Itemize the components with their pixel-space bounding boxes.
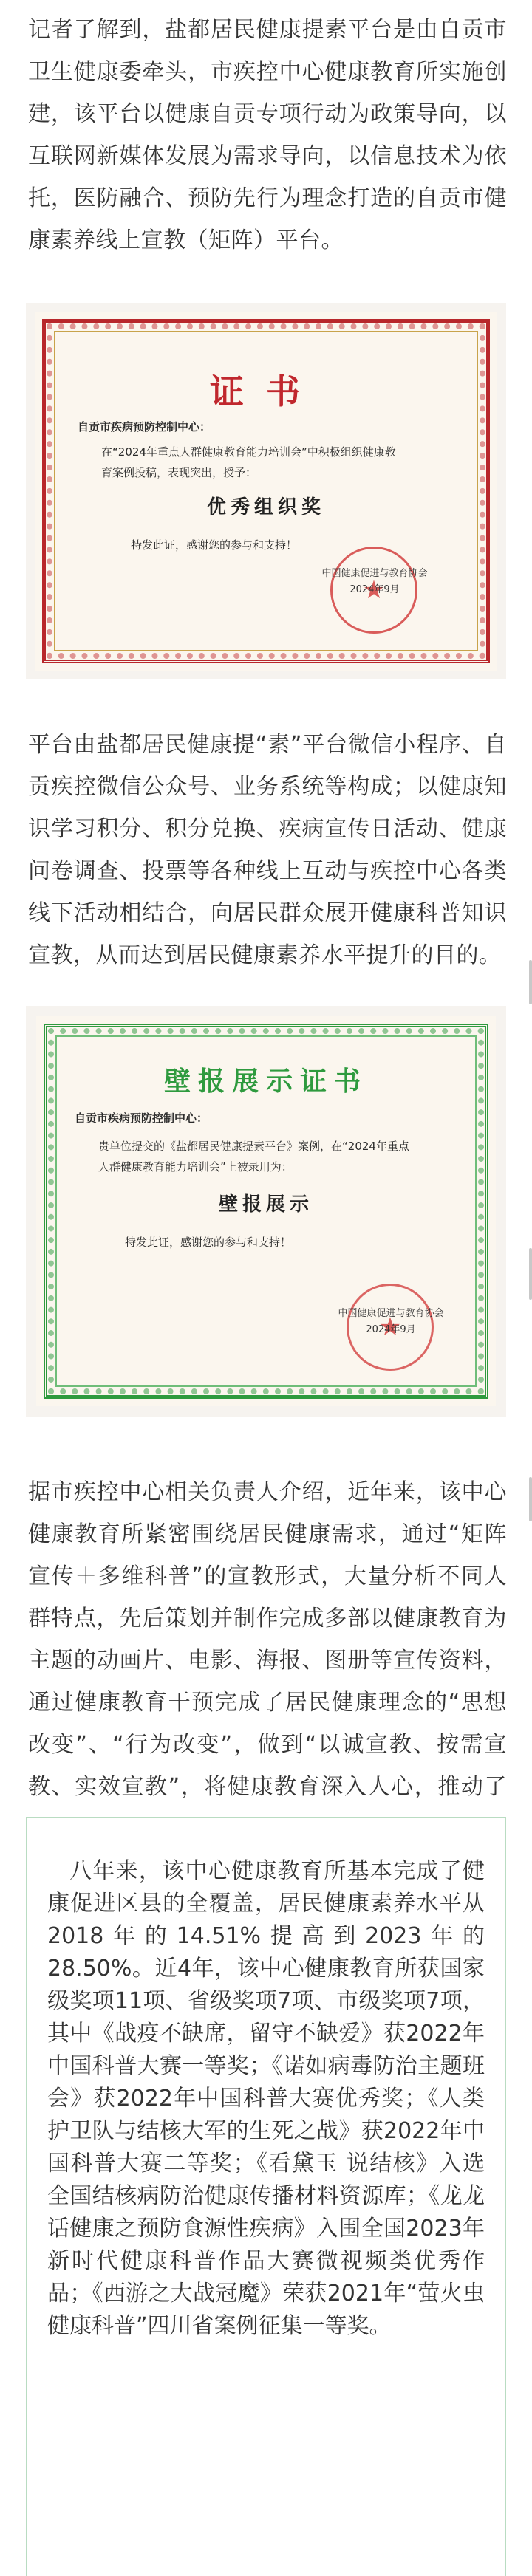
paragraph-platform: 平台由盐都居民健康提“素”平台微信小程序、自贡疾控微信公众号、业务系统等构成；以健康知识学习积分、积分兑换、疾病宣传日活动、健康问卷调查、投票等各种线上互动与疾控中心各类线下活动相结合，向居民群众展开健康科普知识宣教，从而达到居民健康素养水平提升的目的。	[28, 732, 507, 968]
certificate-date: 2024年9月	[349, 584, 400, 595]
scrollbar-indicator	[529, 960, 532, 1004]
paragraph-achievements: 八年来，该中心健康教育所基本完成了健康促进区县的全覆盖，居民健康素养水平从2018年的14.51%提高到2023年的28.50%。近4年，该中心健康教育所获国家级奖项11项、省级奖项7项、市级奖项7项，其中《战疫不缺席，留守不缺爱》获2022年中国科普大赛一等奖；《诺如病毒防治主题班会》获2022年中国科普大赛优秀奖；《人类护卫队与结核大军的生死之战》获2022年中国科普大赛二等奖；《看黛玉 说结核》入选全国结核病防治健康传播材料资源库；《龙龙话健康之预防食源性疾病》入围全国2023年新时代健康科普作品大赛微视频类优秀作品；《西游之大战冠魔》荣获2021年“萤火虫健康科普”四川省案例征集一等奖。	[47, 1858, 485, 2339]
certificate-body-line2: 育案例投稿，表现突出，授予：	[101, 466, 257, 479]
certificate-issuer: 中国健康促进与教育协会	[321, 568, 428, 579]
certificate-date: 2024年9月	[366, 1324, 416, 1335]
certificate-thanks: 特发此证，感谢您的参与和支持！	[131, 538, 298, 552]
paragraph-introduction-education: 据市疾控中心相关负责人介绍，近年来，该中心健康教育所紧密围绕居民健康需求，通过“矩阵宣传＋多维科普”的宣教形式，大量分析不同人群特点，先后策划并制作完成多部以健康教育为主题的动画片、电影、海报、图册等宣传资料，通过健康教育干预完成了居民健康理念的“思想改变”、“行为改变”，做到“以诚宣教、按需宣教、实效宣教”，将健康教育深入人心，推动了	[28, 1479, 507, 1800]
certificate-award-2	[36, 1016, 496, 1406]
certificate-image-2	[26, 1006, 506, 1417]
paragraph-intro: 记者了解到，盐都居民健康提素平台是由自贡市卫生健康委牵头，市疾控中心健康教育所实施创建，该平台以健康自贡专项行动为政策导向，以互联网新媒体发展为需求导向，以信息技术为依托，医防融合、预防先行为理念打造的自贡市健康素养线上宣教（矩阵）平台。	[28, 17, 507, 253]
certificate-body-line2: 人群健康教育能力培训会”上被录用为：	[98, 1160, 293, 1174]
certificate-title: 壁报展示证书	[163, 1066, 368, 1097]
certificate-body-line1: 贵单位提交的《盐都居民健康提素平台》案例，在“2024年重点	[98, 1140, 409, 1153]
certificate-recipient: 自贡市疾病预防控制中心：	[78, 420, 211, 434]
certificate-image-1	[26, 303, 506, 679]
scrollbar-indicator	[529, 1248, 532, 1300]
certificate-body-line1: 在“2024年重点人群健康教育能力培训会”中积极组织健康教	[101, 445, 396, 459]
certificate-thanks: 特发此证，感谢您的参与和支持！	[125, 1236, 292, 1249]
scrollbar-indicator	[529, 1477, 532, 1521]
certificate-award-name: 壁报展示	[218, 1193, 313, 1216]
certificate-award-name: 优秀组织奖	[206, 496, 325, 518]
certificate-recipient: 自贡市疾病预防控制中心：	[75, 1111, 208, 1125]
certificate-issuer: 中国健康促进与教育协会	[338, 1308, 444, 1319]
certificate-award-1	[35, 312, 497, 671]
certificate-title: 证书	[210, 371, 322, 411]
